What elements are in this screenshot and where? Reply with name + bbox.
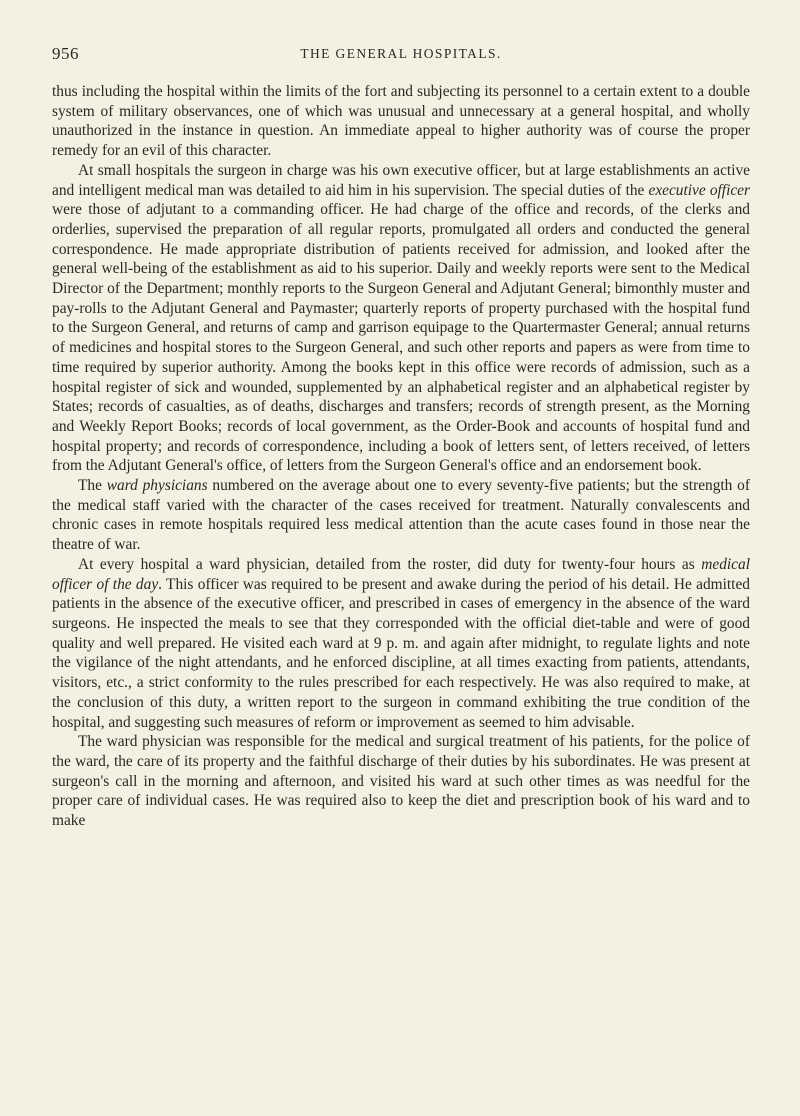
italic-term-ward-physicians: ward physicians — [106, 477, 208, 495]
paragraph-officer-of-the-day — [52, 555, 750, 732]
paragraph-text: numbered on the average about one to every seventy-five patients; but the strength of the medical staff varied with the character of the cases received for treatment. Naturally convalescents and chronic cases in remote hospitals required less medical attention than the acute cases found in those near the theatre of war. — [52, 477, 751, 554]
paragraph-continued: thus including the hospital within the limits of the fort and subjecting its personnel to a certain extent to a double system of military observances, one of which was unusual and unnecessary at a general hospital, and wholly unauthorized in the instance in question. An immediate appeal to higher authority was of course the proper remedy for an evil of this character. — [52, 83, 750, 160]
paragraph-text: At every hospital a ward physician, detailed from the roster, did duty for twenty-four hours as — [78, 555, 702, 573]
paragraph-text: . This officer was required to be present and awake during the period of his detail. He admitted patients in the absence of the executive officer, and prescribed in cases of emergency in the absence of the ward surgeons. He inspected the meals to see that they corresponded with the official diet-table and were of good quality and well prepared. He visited each ward at 9 p. m. and again after midnight, to regulate lights and note the vigilance of the night attendants, and he enforced discipline, at all times exacting from patients, attendants, visitors, etc., a strict conformity to the rules prescribed for each respectively. He was also required to make, at the conclusion of this duty, a written report to the surgeon in command exhibiting the true condition of the hospital, and suggesting such measures of reform or improvement as seemed to him advisable. — [52, 575, 750, 731]
paragraph-ward-physician-duties: The ward physician was responsible for the medical and surgical treatment of his patients, for the police of the ward, the care of its property and the faithful discharge of their duties by his subordinates. He was present at surgeon's call in the morning and afternoon, and visited his ward at such other times as was needful for the proper care of individual cases. He was required also to keep the diet and prescription book of his ward and to make — [52, 733, 750, 830]
page-number: 956 — [52, 44, 79, 63]
paragraph-text: At small hospitals the surgeon in charge was his own executive officer, but at large establishments an active and intelligent medical man was detailed to aid him in his supervision. The special duties of the — [52, 161, 750, 199]
running-head: THE GENERAL HOSPITALS. — [300, 46, 502, 61]
paragraph-text: The — [78, 477, 107, 495]
paragraph-ward-physicians — [52, 476, 750, 555]
italic-term-executive-officer: executive officer — [648, 181, 750, 199]
paragraph-executive-officer — [52, 161, 750, 476]
body-text — [52, 82, 750, 831]
italic-term-officer-of-the-day: medical officer of the day — [52, 555, 750, 593]
paragraph-text: were those of adjutant to a commanding officer. He had charge of the office and records, of the clerks and orderlies, supervised the preparation of all regular reports, promulgated all orders and conducted the general correspondence. He made appropriate distribution of patients received for admission, and looked after the general well-being of the establishment as aid to his superior. Daily and weekly reports were sent to the Medical Director of the Department; monthly reports to the Surgeon General and Adjutant General; bimonthly muster and pay-rolls to the Adjutant General and Paymaster; quarterly reports of property purchased with the hospital fund to the Surgeon General, and returns of camp and garrison equipage to the Quartermaster General; annual returns of medicines and hospital stores to the Surgeon General, and such other reports and papers as were from time to time required by superior authority. Among the books kept in this office were records of admission, such as a hospital register of sick and wounded, supplemented by an alphabetical register and an alphabetical register by States; records of casualties, as of deaths, discharges and transfers; records of strength present, as the Morning and Weekly Report Books; records of local government, as the Order-Book and accounts of hospital fund and hospital property; and records of correspondence, including a book of letters sent, of letters received, of letters from the Adjutant General's office, of letters from the Surgeon General's office and an endorsement book. — [52, 201, 750, 475]
page-header — [52, 44, 750, 68]
